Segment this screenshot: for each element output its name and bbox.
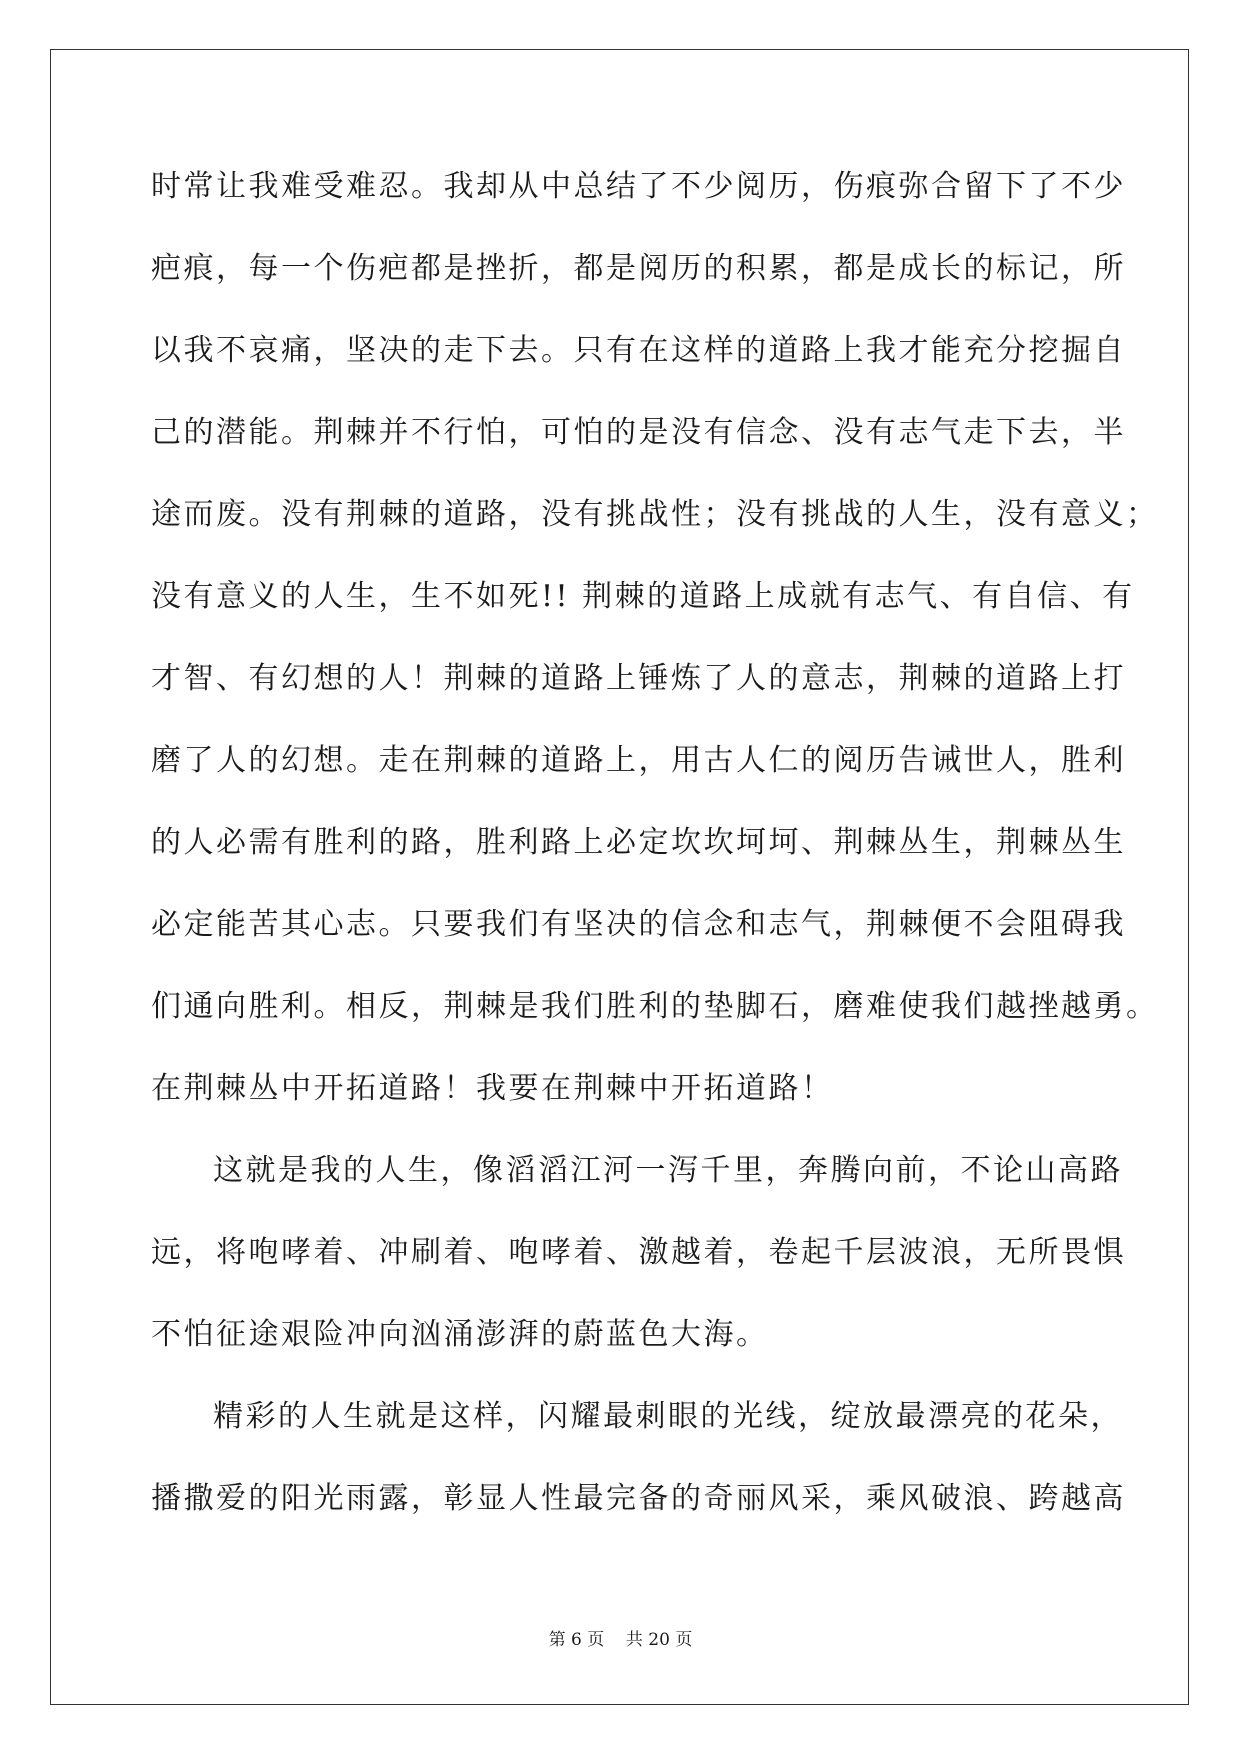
page-total: 共 20 页: [625, 1630, 693, 1650]
text-line: 才智、有幻想的人！荆棘的道路上锤炼了人的意志，荆棘的道路上打: [151, 661, 1126, 696]
text-line: 的人必需有胜利的路，胜利路上必定坎坎坷坷、荆棘丛生，荆棘丛生: [151, 825, 1126, 860]
text-line: 们通向胜利。相反，荆棘是我们胜利的垫脚石，磨难使我们越挫越勇。: [151, 989, 1159, 1024]
paragraph-start-line: 这就是我的人生，像滔滔江河一泻千里，奔腾向前，不论山高路: [213, 1153, 1123, 1188]
text-line: 没有意义的人生，生不如死!! 荆棘的道路上成就有志气、有自信、有: [151, 579, 1135, 614]
text-line: 不怕征途艰险冲向汹涌澎湃的蔚蓝色大海。: [151, 1317, 769, 1352]
page-footer: [0, 1625, 1241, 1650]
text-line: 必定能苦其心志。只要我们有坚决的信念和志气，荆棘便不会阻碍我: [151, 907, 1126, 942]
paragraph-start-line: 精彩的人生就是这样，闪耀最刺眼的光线，绽放最漂亮的花朵，: [213, 1399, 1123, 1434]
text-line: 途而废。没有荆棘的道路，没有挑战性；没有挑战的人生，没有意义；: [151, 497, 1159, 532]
text-line: 己的潜能。荆棘并不行怕，可怕的是没有信念、没有志气走下去，半: [151, 415, 1126, 450]
text-line: 疤痕，每一个伤疤都是挫折，都是阅历的积累，都是成长的标记，所: [151, 251, 1126, 286]
document-body: [151, 162, 1159, 1556]
text-line: 远，将咆哮着、冲刷着、咆哮着、激越着，卷起千层波浪，无所畏惧: [151, 1235, 1126, 1270]
text-line: 磨了人的幻想。走在荆棘的道路上，用古人仁的阅历告诫世人，胜利: [151, 743, 1126, 778]
text-line: 以我不哀痛，坚决的走下去。只有在这样的道路上我才能充分挖掘自: [151, 333, 1126, 368]
text-line: 在荆棘丛中开拓道路！我要在荆棘中开拓道路！: [151, 1071, 834, 1106]
text-line: 播撒爱的阳光雨露，彰显人性最完备的奇丽风采，乘风破浪、跨越高: [151, 1481, 1126, 1516]
text-line: 时常让我难受难忍。我却从中总结了不少阅历，伤痕弥合留下了不少: [151, 169, 1126, 204]
page-number: 第 6 页: [548, 1630, 605, 1650]
